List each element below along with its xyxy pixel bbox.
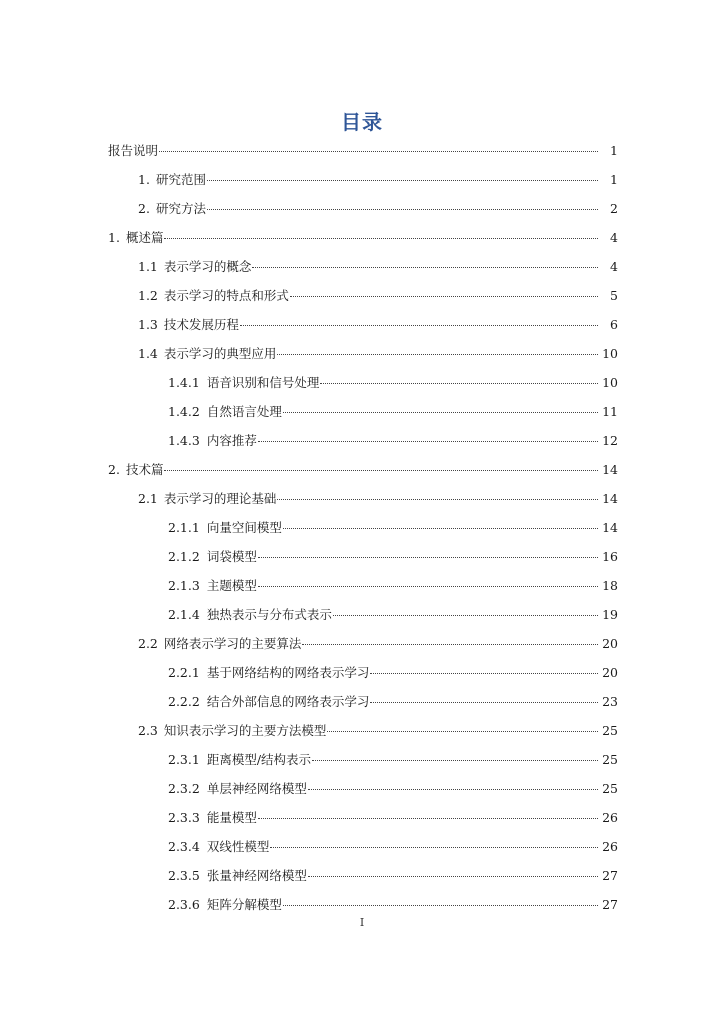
toc-entry-2-3-4[interactable]: [0, 837, 724, 866]
toc-leader-dots: [277, 498, 598, 500]
toc-entry-2-1-3[interactable]: [0, 576, 724, 605]
toc-entry-number: 1.1: [138, 259, 158, 274]
toc-entry-page: 18: [602, 578, 618, 593]
toc-leader-dots: [308, 875, 598, 877]
toc-entry-page: 4: [610, 259, 618, 274]
toc-entry-2-3-2[interactable]: [0, 779, 724, 808]
toc-entry-page: 14: [602, 520, 618, 535]
toc-entry-title: 报告说明: [108, 143, 159, 158]
toc-leader-dots: [258, 440, 598, 442]
toc-leader-dots: [283, 411, 598, 413]
toc-entry-title: 矩阵分解模型: [206, 897, 282, 912]
toc-leader-dots: [333, 614, 598, 616]
toc-leader-dots: [159, 150, 598, 152]
toc-entry-page: 1: [610, 172, 618, 187]
toc-entry-title: 表示学习的典型应用: [163, 346, 277, 361]
toc-entry-page: 27: [602, 897, 618, 912]
toc-leader-dots: [258, 556, 598, 558]
toc-leader-dots: [277, 353, 598, 355]
table-of-contents: [0, 141, 724, 924]
toc-leader-dots: [283, 527, 598, 529]
toc-leader-dots: [258, 817, 598, 819]
toc-entry-page: 16: [602, 549, 618, 564]
toc-leader-dots: [302, 643, 598, 645]
toc-leader-dots: [327, 730, 598, 732]
toc-entry-page: 11: [602, 404, 618, 419]
toc-entry-number: 1.4.2: [168, 404, 200, 419]
toc-entry-title: 词袋模型: [206, 549, 257, 564]
toc-entry-page: 26: [602, 839, 618, 854]
toc-entry-page: 26: [602, 810, 618, 825]
toc-entry-1-1[interactable]: [0, 257, 724, 286]
toc-leader-dots: [252, 266, 598, 268]
toc-entry-number: 2.1.3: [168, 578, 200, 593]
toc-entry-1-4-3[interactable]: [0, 431, 724, 460]
toc-entry-number: 2.2: [138, 636, 158, 651]
toc-entry-title: 张量神经网络模型: [206, 868, 307, 883]
toc-entry-1-3[interactable]: [0, 315, 724, 344]
toc-entry-title: 自然语言处理: [206, 404, 282, 419]
toc-entry-title: 表示学习的概念: [163, 259, 252, 274]
toc-leader-dots: [290, 295, 598, 297]
toc-entry-number: 2.3.3: [168, 810, 200, 825]
toc-entry-title: 基于网络结构的网络表示学习: [206, 665, 370, 680]
toc-leader-dots: [164, 237, 598, 239]
toc-entry-research-scope[interactable]: [0, 170, 724, 199]
toc-entry-number: 2.2.2: [168, 694, 200, 709]
toc-entry-page: 20: [602, 665, 618, 680]
toc-entry-title: 内容推荐: [206, 433, 257, 448]
toc-entry-number: 2.: [108, 462, 120, 477]
toc-entry-page: 27: [602, 868, 618, 883]
toc-leader-dots: [240, 324, 598, 326]
toc-entry-title: 研究方法: [155, 201, 206, 216]
toc-entry-2-3-1[interactable]: [0, 750, 724, 779]
toc-entry-title: 主题模型: [206, 578, 257, 593]
toc-entry-number: 1.2: [138, 288, 158, 303]
toc-leader-dots: [283, 904, 598, 906]
toc-entry-page: 14: [602, 462, 618, 477]
toc-entry-title: 向量空间模型: [206, 520, 282, 535]
toc-entry-2-1[interactable]: [0, 489, 724, 518]
toc-entry-page: 1: [610, 143, 618, 158]
toc-entry-title: 研究范围: [155, 172, 206, 187]
toc-entry-page: 25: [602, 781, 618, 796]
toc-leader-dots: [270, 846, 598, 848]
page-title: 目录: [341, 110, 383, 134]
toc-entry-page: 10: [602, 375, 618, 390]
toc-entry-2-1-4[interactable]: [0, 605, 724, 634]
toc-entry-number: 1.3: [138, 317, 158, 332]
toc-entry-page: 20: [602, 636, 618, 651]
toc-entry-1-4-1[interactable]: [0, 373, 724, 402]
toc-entry-title: 单层神经网络模型: [206, 781, 307, 796]
toc-entry-title: 语音识别和信号处理: [206, 375, 320, 390]
toc-leader-dots: [308, 788, 598, 790]
toc-entry-number: 1.: [108, 230, 120, 245]
toc-entry-number: 1.: [138, 172, 150, 187]
toc-leader-dots: [207, 179, 598, 181]
toc-entry-number: 2.: [138, 201, 150, 216]
toc-entry-2-3-3[interactable]: [0, 808, 724, 837]
toc-entry-2-2-1[interactable]: [0, 663, 724, 692]
toc-entry-page: 14: [602, 491, 618, 506]
toc-entry-2-3-5[interactable]: [0, 866, 724, 895]
page-number: I: [359, 916, 365, 929]
toc-entry-technology[interactable]: [0, 460, 724, 489]
toc-entry-2-2[interactable]: [0, 634, 724, 663]
toc-entry-number: 2.1.1: [168, 520, 200, 535]
toc-entry-number: 2.3.5: [168, 868, 200, 883]
toc-entry-page: 6: [610, 317, 618, 332]
toc-entry-page: 25: [602, 752, 618, 767]
toc-entry-research-method[interactable]: [0, 199, 724, 228]
toc-entry-page: 12: [602, 433, 618, 448]
toc-leader-dots: [320, 382, 598, 384]
toc-entry-page: 4: [610, 230, 618, 245]
toc-entry-number: 2.2.1: [168, 665, 200, 680]
toc-entry-title: 网络表示学习的主要算法: [163, 636, 302, 651]
toc-entry-2-1-2[interactable]: [0, 547, 724, 576]
toc-leader-dots: [312, 759, 598, 761]
toc-leader-dots: [258, 585, 598, 587]
toc-entry-page: 2: [610, 201, 618, 216]
toc-entry-1-4[interactable]: [0, 344, 724, 373]
toc-entry-title: 知识表示学习的主要方法模型: [163, 723, 327, 738]
toc-entry-number: 2.3: [138, 723, 158, 738]
toc-entry-1-4-2[interactable]: [0, 402, 724, 431]
toc-entry-title: 距离模型/结构表示: [206, 752, 312, 767]
toc-leader-dots: [207, 208, 598, 210]
toc-entry-title: 双线性模型: [206, 839, 270, 854]
toc-entry-overview[interactable]: [0, 228, 724, 257]
toc-entry-2-2-2[interactable]: [0, 692, 724, 721]
toc-entry-page: 25: [602, 723, 618, 738]
toc-entry-number: 2.1.2: [168, 549, 200, 564]
toc-entry-number: 2.3.2: [168, 781, 200, 796]
toc-entry-1-2[interactable]: [0, 286, 724, 315]
toc-entry-2-3[interactable]: [0, 721, 724, 750]
toc-leader-dots: [370, 672, 598, 674]
toc-entry-2-1-1[interactable]: [0, 518, 724, 547]
toc-entry-title: 独热表示与分布式表示: [206, 607, 332, 622]
toc-entry-title: 表示学习的特点和形式: [163, 288, 289, 303]
toc-entry-number: 2.3.6: [168, 897, 200, 912]
toc-entry-number: 1.4.3: [168, 433, 200, 448]
toc-entry-report-notes[interactable]: [0, 141, 724, 170]
toc-entry-title: 技术发展历程: [163, 317, 239, 332]
toc-leader-dots: [164, 469, 598, 471]
toc-entry-number: 2.3.4: [168, 839, 200, 854]
toc-entry-title: 表示学习的理论基础: [163, 491, 277, 506]
toc-entry-title: 结合外部信息的网络表示学习: [206, 694, 370, 709]
toc-entry-page: 19: [602, 607, 618, 622]
toc-leader-dots: [370, 701, 598, 703]
toc-entry-number: 1.4: [138, 346, 158, 361]
toc-entry-page: 10: [602, 346, 618, 361]
toc-entry-title: 技术篇: [125, 462, 164, 477]
toc-entry-number: 2.1.4: [168, 607, 200, 622]
toc-entry-page: 23: [602, 694, 618, 709]
toc-entry-page: 5: [610, 288, 618, 303]
toc-entry-title: 概述篇: [125, 230, 164, 245]
toc-entry-title: 能量模型: [206, 810, 257, 825]
toc-entry-number: 2.3.1: [168, 752, 200, 767]
toc-entry-number: 2.1: [138, 491, 158, 506]
toc-entry-number: 1.4.1: [168, 375, 200, 390]
